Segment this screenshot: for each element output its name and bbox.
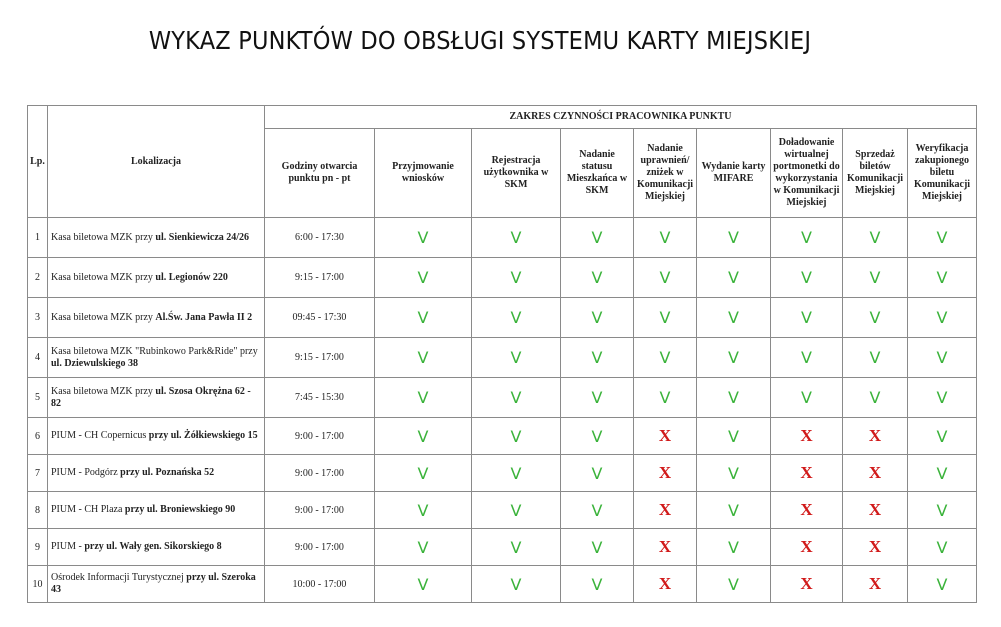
- location-address: Al.Św. Jana Pawła II 2: [155, 311, 253, 323]
- row-mark-col-3: [561, 338, 634, 378]
- cross-mark-icon: X: [868, 537, 882, 556]
- row-mark-col-7: [843, 378, 908, 418]
- location-prefix: Kasa biletowa MZK przy: [51, 271, 156, 283]
- row-mark-col-8: [908, 338, 977, 378]
- row-number: 9: [28, 529, 48, 566]
- row-location: [48, 492, 265, 529]
- row-mark-col-3: [561, 378, 634, 418]
- cross-mark-icon: X: [868, 426, 882, 445]
- row-mark-col-1: [375, 338, 472, 378]
- check-mark-icon: V: [591, 228, 603, 247]
- location-address: ul. Dziewulskiego 38: [51, 357, 138, 369]
- row-mark-col-7: [843, 258, 908, 298]
- row-mark-col-4: [634, 566, 697, 603]
- check-mark-icon: V: [728, 463, 739, 483]
- table-row: [28, 338, 977, 378]
- check-mark-icon: V: [417, 463, 429, 483]
- row-hours: 9:00 - 17:00: [265, 492, 375, 529]
- header-lp: Lp.: [28, 106, 48, 218]
- row-mark-col-5: [697, 218, 771, 258]
- row-hours: 9:15 - 17:00: [265, 338, 375, 378]
- check-mark-icon: V: [510, 388, 522, 407]
- check-mark-icon: V: [659, 228, 671, 247]
- location-prefix: Kasa biletowa MZK przy: [51, 231, 156, 243]
- row-mark-col-7: [843, 298, 908, 338]
- row-mark-col-8: [908, 258, 977, 298]
- row-mark-col-7: [843, 338, 908, 378]
- check-mark-icon: V: [936, 537, 948, 557]
- check-mark-icon: V: [417, 308, 429, 327]
- check-mark-icon: V: [591, 268, 603, 287]
- table-row: [28, 378, 977, 418]
- row-number: 4: [28, 338, 48, 378]
- check-mark-icon: V: [728, 574, 739, 594]
- cross-mark-icon: X: [658, 537, 672, 556]
- cross-mark-icon: X: [658, 500, 672, 519]
- row-mark-col-7: [843, 218, 908, 258]
- row-mark-col-7: [843, 418, 908, 455]
- row-mark-col-8: [908, 529, 977, 566]
- location-address: ul. Legionów 220: [155, 271, 228, 283]
- check-mark-icon: V: [869, 308, 881, 327]
- check-mark-icon: V: [801, 388, 812, 407]
- cross-mark-icon: X: [658, 574, 672, 593]
- header-col-3: Nadanie statusu Mieszkańca w SKM: [561, 129, 634, 218]
- check-mark-icon: V: [591, 308, 603, 327]
- check-mark-icon: V: [869, 348, 881, 367]
- check-mark-icon: V: [936, 388, 948, 407]
- row-mark-col-5: [697, 378, 771, 418]
- row-hours: 7:45 - 15:30: [265, 378, 375, 418]
- row-mark-col-6: [771, 258, 843, 298]
- check-mark-icon: V: [510, 463, 522, 483]
- location-address: przy ul. Broniewskiego 90: [124, 504, 236, 515]
- check-mark-icon: V: [728, 268, 739, 287]
- check-mark-icon: V: [417, 500, 429, 520]
- cross-mark-icon: X: [800, 500, 813, 519]
- check-mark-icon: V: [869, 388, 881, 407]
- check-mark-icon: V: [510, 574, 522, 594]
- row-mark-col-1: [375, 566, 472, 603]
- row-mark-col-4: [634, 418, 697, 455]
- header-col-5: Wydanie karty MIFARE: [697, 129, 771, 218]
- row-mark-col-2: [472, 455, 561, 492]
- row-mark-col-6: [771, 298, 843, 338]
- row-mark-col-2: [472, 258, 561, 298]
- row-hours: 9:15 - 17:00: [265, 258, 375, 298]
- row-mark-col-1: [375, 418, 472, 455]
- row-mark-col-4: [634, 529, 697, 566]
- row-mark-col-5: [697, 258, 771, 298]
- row-number: 6: [28, 418, 48, 455]
- cross-mark-icon: X: [868, 574, 882, 593]
- row-mark-col-5: [697, 529, 771, 566]
- header-col-8: Weryfikacja zakupionego biletu Komunikacji Miejskiej: [908, 129, 977, 218]
- row-number: 1: [28, 218, 48, 258]
- check-mark-icon: V: [728, 388, 739, 407]
- row-mark-col-3: [561, 455, 634, 492]
- row-mark-col-3: [561, 298, 634, 338]
- row-mark-col-2: [472, 378, 561, 418]
- header-col-6: Doładowanie wirtualnej portmonetki do wykorzystania w Komunikacji Miejskiej: [771, 129, 843, 218]
- row-mark-col-3: [561, 418, 634, 455]
- row-location: [48, 218, 265, 258]
- check-mark-icon: V: [659, 388, 671, 407]
- location-prefix: PIUM - CH Plaza: [51, 504, 125, 515]
- row-mark-col-3: [561, 218, 634, 258]
- location-prefix: Kasa biletowa MZK "Rubinkowo Park&Ride" przy: [51, 345, 258, 357]
- check-mark-icon: V: [510, 228, 522, 247]
- row-mark-col-3: [561, 529, 634, 566]
- header-col-1: Przyjmowanie wniosków: [375, 129, 472, 218]
- location-address: ul. Sienkiewicza 24/26: [155, 231, 250, 243]
- check-mark-icon: V: [510, 537, 522, 557]
- check-mark-icon: V: [510, 268, 522, 287]
- row-mark-col-4: [634, 338, 697, 378]
- row-hours: 9:00 - 17:00: [265, 529, 375, 566]
- cross-mark-icon: X: [658, 426, 672, 445]
- location-address: ul. Szosa Okrężna 62 - 82: [51, 385, 251, 409]
- row-mark-col-6: [771, 529, 843, 566]
- row-mark-col-8: [908, 492, 977, 529]
- service-points-table: [27, 105, 977, 603]
- cross-mark-icon: X: [800, 463, 813, 482]
- row-location: [48, 378, 265, 418]
- check-mark-icon: V: [936, 348, 948, 367]
- cross-mark-icon: X: [868, 463, 882, 482]
- row-mark-col-4: [634, 218, 697, 258]
- table-row: [28, 258, 977, 298]
- row-mark-col-2: [472, 529, 561, 566]
- check-mark-icon: V: [417, 426, 429, 446]
- check-mark-icon: V: [869, 228, 881, 247]
- row-mark-col-6: [771, 418, 843, 455]
- row-mark-col-6: [771, 492, 843, 529]
- row-hours: 10:00 - 17:00: [265, 566, 375, 603]
- location-address: przy ul. Szeroka 43: [51, 572, 256, 595]
- table-row: [28, 566, 977, 603]
- row-mark-col-4: [634, 455, 697, 492]
- row-mark-col-7: [843, 492, 908, 529]
- row-mark-col-5: [697, 338, 771, 378]
- row-number: 8: [28, 492, 48, 529]
- row-mark-col-8: [908, 566, 977, 603]
- row-number: 2: [28, 258, 48, 298]
- cross-mark-icon: X: [800, 537, 813, 556]
- page-title: WYKAZ PUNKTÓW DO OBSŁUGI SYSTEMU KARTY MIEJSKIEJ: [148, 26, 812, 55]
- table-row: [28, 492, 977, 529]
- check-mark-icon: V: [936, 500, 948, 520]
- row-mark-col-3: [561, 258, 634, 298]
- row-mark-col-1: [375, 492, 472, 529]
- row-location: [48, 455, 265, 492]
- check-mark-icon: V: [510, 426, 522, 446]
- check-mark-icon: V: [591, 388, 603, 407]
- check-mark-icon: V: [659, 268, 671, 287]
- check-mark-icon: V: [801, 308, 812, 327]
- row-mark-col-1: [375, 455, 472, 492]
- row-mark-col-4: [634, 378, 697, 418]
- row-hours: 6:00 - 17:30: [265, 218, 375, 258]
- row-location: [48, 418, 265, 455]
- row-mark-col-2: [472, 566, 561, 603]
- check-mark-icon: V: [869, 268, 881, 287]
- row-mark-col-7: [843, 566, 908, 603]
- check-mark-icon: V: [728, 426, 739, 446]
- row-location: [48, 298, 265, 338]
- row-mark-col-1: [375, 258, 472, 298]
- row-mark-col-8: [908, 298, 977, 338]
- location-prefix: PIUM -: [51, 541, 85, 552]
- header-godziny: Godziny otwarcia punktu pn - pt: [265, 129, 375, 218]
- row-mark-col-7: [843, 455, 908, 492]
- row-number: 7: [28, 455, 48, 492]
- check-mark-icon: V: [728, 537, 739, 557]
- check-mark-icon: V: [936, 308, 948, 327]
- row-mark-col-7: [843, 529, 908, 566]
- row-mark-col-3: [561, 492, 634, 529]
- check-mark-icon: V: [417, 268, 429, 287]
- cross-mark-icon: X: [800, 426, 813, 445]
- row-location: [48, 258, 265, 298]
- row-number: 3: [28, 298, 48, 338]
- row-mark-col-2: [472, 418, 561, 455]
- cross-mark-icon: X: [868, 500, 882, 519]
- row-mark-col-8: [908, 378, 977, 418]
- check-mark-icon: V: [417, 574, 429, 594]
- check-mark-icon: V: [936, 268, 948, 287]
- row-mark-col-8: [908, 455, 977, 492]
- check-mark-icon: V: [728, 500, 739, 520]
- table-row: [28, 418, 977, 455]
- check-mark-icon: V: [936, 463, 948, 483]
- row-location: [48, 529, 265, 566]
- row-number: 5: [28, 378, 48, 418]
- check-mark-icon: V: [591, 537, 603, 557]
- check-mark-icon: V: [417, 388, 429, 407]
- row-location: [48, 566, 265, 603]
- check-mark-icon: V: [801, 228, 812, 247]
- check-mark-icon: V: [417, 228, 429, 247]
- location-prefix: Kasa biletowa MZK przy: [51, 311, 156, 323]
- row-mark-col-4: [634, 258, 697, 298]
- table-row: [28, 298, 977, 338]
- row-mark-col-5: [697, 418, 771, 455]
- row-mark-col-2: [472, 338, 561, 378]
- check-mark-icon: V: [591, 574, 603, 594]
- cross-mark-icon: X: [658, 463, 672, 482]
- check-mark-icon: V: [728, 308, 739, 327]
- location-prefix: PIUM - CH Copernicus: [51, 430, 149, 441]
- row-mark-col-5: [697, 566, 771, 603]
- check-mark-icon: V: [417, 348, 429, 367]
- row-mark-col-1: [375, 529, 472, 566]
- check-mark-icon: V: [510, 348, 522, 367]
- check-mark-icon: V: [510, 500, 522, 520]
- row-mark-col-6: [771, 338, 843, 378]
- check-mark-icon: V: [591, 463, 603, 483]
- check-mark-icon: V: [728, 228, 739, 247]
- check-mark-icon: V: [801, 348, 812, 367]
- row-number: 10: [28, 566, 48, 603]
- check-mark-icon: V: [801, 268, 812, 287]
- check-mark-icon: V: [591, 348, 603, 367]
- check-mark-icon: V: [728, 348, 739, 367]
- row-mark-col-6: [771, 378, 843, 418]
- row-hours: 9:00 - 17:00: [265, 418, 375, 455]
- header-col-7: Sprzedaż biletów Komunikacji Miejskiej: [843, 129, 908, 218]
- row-hours: 9:00 - 17:00: [265, 455, 375, 492]
- check-mark-icon: V: [659, 348, 671, 367]
- row-mark-col-2: [472, 298, 561, 338]
- check-mark-icon: V: [417, 537, 429, 557]
- row-mark-col-2: [472, 492, 561, 529]
- check-mark-icon: V: [659, 308, 671, 327]
- row-mark-col-5: [697, 455, 771, 492]
- cross-mark-icon: X: [800, 574, 813, 593]
- row-mark-col-6: [771, 455, 843, 492]
- row-mark-col-1: [375, 218, 472, 258]
- row-mark-col-5: [697, 492, 771, 529]
- location-address: przy ul. Poznańska 52: [120, 467, 215, 478]
- row-mark-col-4: [634, 492, 697, 529]
- row-mark-col-2: [472, 218, 561, 258]
- location-prefix: PIUM - Podgórz: [51, 467, 121, 478]
- check-mark-icon: V: [936, 574, 948, 594]
- row-mark-col-8: [908, 218, 977, 258]
- check-mark-icon: V: [591, 500, 603, 520]
- check-mark-icon: V: [510, 308, 522, 327]
- row-mark-col-1: [375, 378, 472, 418]
- row-location: [48, 338, 265, 378]
- location-address: przy ul. Żółkiewskiego 15: [148, 430, 258, 441]
- location-address: przy ul. Wały gen. Sikorskiego 8: [84, 541, 222, 552]
- row-mark-col-5: [697, 298, 771, 338]
- location-prefix: Kasa biletowa MZK przy: [51, 385, 156, 397]
- header-col-2: Rejestracja użytkownika w SKM: [472, 129, 561, 218]
- table-row: [28, 455, 977, 492]
- row-hours: 09:45 - 17:30: [265, 298, 375, 338]
- table-row: [28, 529, 977, 566]
- header-col-4: Nadanie uprawnień/ zniżek w Komunikacji Miejskiej: [634, 129, 697, 218]
- row-mark-col-3: [561, 566, 634, 603]
- row-mark-col-6: [771, 566, 843, 603]
- location-prefix: Ośrodek Informacji Turystycznej: [51, 572, 187, 583]
- check-mark-icon: V: [936, 426, 948, 446]
- row-mark-col-1: [375, 298, 472, 338]
- row-mark-col-8: [908, 418, 977, 455]
- row-mark-col-4: [634, 298, 697, 338]
- header-zakres: ZAKRES CZYNNOŚCI PRACOWNIKA PUNKTU: [265, 106, 977, 129]
- row-mark-col-6: [771, 218, 843, 258]
- table-row: [28, 218, 977, 258]
- check-mark-icon: V: [936, 228, 948, 247]
- check-mark-icon: V: [591, 426, 603, 446]
- table-body: [28, 218, 977, 603]
- header-lokalizacja: Lokalizacja: [48, 106, 265, 218]
